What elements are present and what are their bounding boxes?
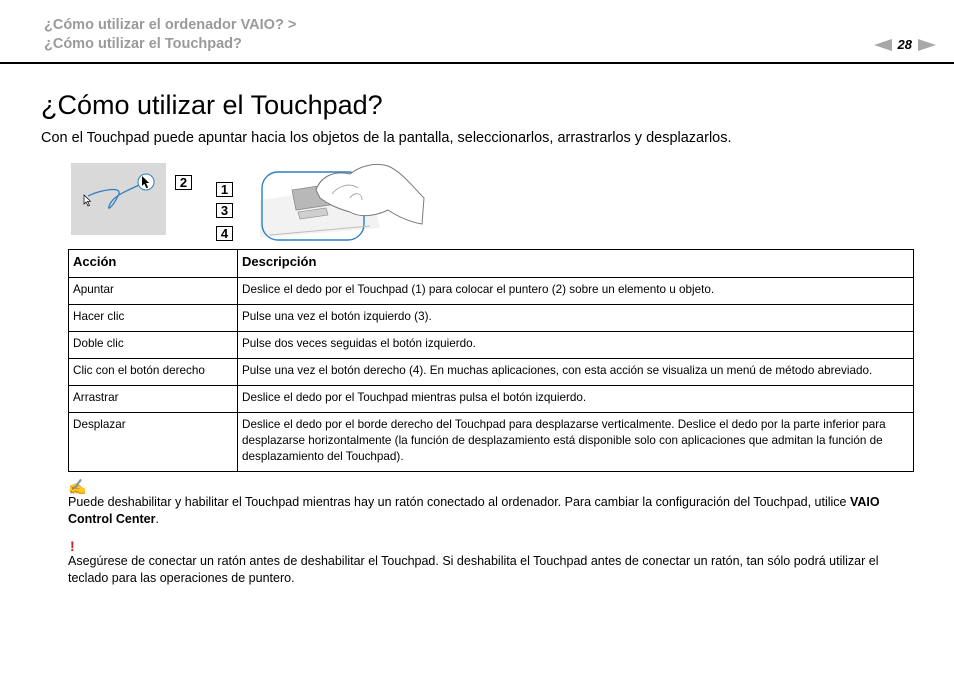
callout-2: 2: [175, 175, 192, 190]
action-cell: Desplazar: [69, 413, 238, 472]
callout-4: 4: [216, 226, 233, 241]
breadcrumb-parent-link[interactable]: ¿Cómo utilizar el ordenador VAIO? >: [44, 17, 297, 33]
column-header-descripcion: Descripción: [238, 250, 914, 278]
table-row: [69, 332, 914, 359]
callout-3: 3: [216, 203, 233, 218]
touchpad-figure: [70, 160, 440, 242]
breadcrumb[interactable]: [44, 16, 296, 54]
action-cell: Clic con el botón derecho: [69, 359, 238, 386]
column-header-accion: Acción: [69, 250, 238, 278]
table-row: [69, 305, 914, 332]
description-cell: Pulse una vez el botón derecho (4). En muchas aplicaciones, con esta acción se visualiza un menú de método abreviado.: [238, 359, 914, 386]
page-navigation: [874, 37, 936, 52]
intro-paragraph: Con el Touchpad puede apuntar hacia los objetos de la pantalla, seleccionarlos, arrastrarlos y desplazarlos.: [41, 130, 732, 146]
description-cell: Pulse dos veces seguidas el botón izquierdo.: [238, 332, 914, 359]
description-cell: Pulse una vez el botón izquierdo (3).: [238, 305, 914, 332]
warning-paragraph: Asegúrese de conectar un ratón antes de deshabilitar el Touchpad. Si deshabilita el Touchpad antes de conectar un ratón, tan sólo podrá utilizar el teclado para las operaciones de puntero.: [68, 554, 879, 585]
breadcrumb-current: ¿Cómo utilizar el Touchpad?: [44, 36, 242, 52]
touchpad-actions-table: [68, 249, 914, 472]
description-cell: Deslice el dedo por el Touchpad mientras pulsa el botón izquierdo.: [238, 386, 914, 413]
description-cell: Deslice el dedo por el Touchpad (1) para colocar el puntero (2) sobre un elemento u objeto.: [238, 278, 914, 305]
page-number: 28: [897, 37, 912, 52]
note-text: Puede deshabilitar y habilitar el Touchpad mientras hay un ratón conectado al ordenador. Para cambiar la configuración del Touchpad, utilice: [68, 495, 850, 509]
table-row: [69, 278, 914, 305]
callout-1: 1: [216, 182, 233, 197]
table-row: [69, 413, 914, 472]
action-cell: Apuntar: [69, 278, 238, 305]
next-page-arrow-icon[interactable]: [918, 39, 936, 51]
warning-exclamation-icon: !: [70, 538, 75, 554]
action-cell: Hacer clic: [69, 305, 238, 332]
note-text-end: .: [155, 512, 159, 526]
touchpad-hand-illustration: [70, 160, 440, 242]
previous-page-arrow-icon[interactable]: [874, 39, 892, 51]
note-bold-app-name: VAIO Control Center: [68, 495, 880, 526]
action-cell: Doble clic: [69, 332, 238, 359]
description-cell: Deslice el dedo por el borde derecho del Touchpad para desplazarse verticalmente. Deslice el dedo por la parte inferior para desplazarse horizontalmente (la función de desplazamiento está disponible solo con aplicaciones que admitan la función de desplazamiento del Touchpad).: [238, 413, 914, 472]
header-divider: [0, 62, 954, 64]
note-pen-icon: ✍: [68, 479, 87, 496]
page-title: ¿Cómo utilizar el Touchpad?: [41, 90, 383, 120]
table-row: [69, 386, 914, 413]
note-paragraph: [68, 494, 918, 528]
action-cell: Arrastrar: [69, 386, 238, 413]
table-header-row: [69, 250, 914, 278]
table-row: [69, 359, 914, 386]
